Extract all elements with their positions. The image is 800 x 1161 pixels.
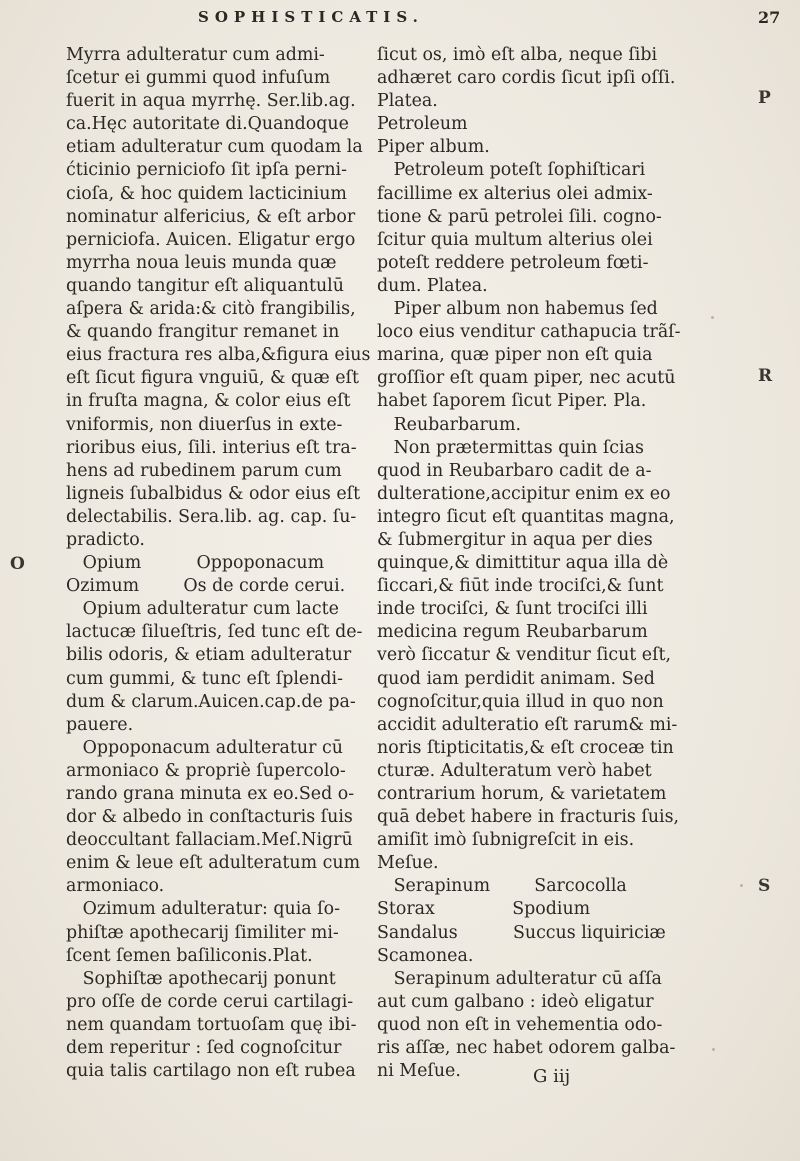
text-line: fuerit in aqua myrrhę. Ser.lib.ag. (66, 91, 356, 112)
text-line: groſſior eſt quam piper, nec acutū (377, 368, 676, 389)
text-line: ligneis ſubalbidus & odor eius eſt (66, 483, 361, 504)
text-line: accidit adulteratio eſt rarum& mi- (377, 714, 678, 735)
text-line: Petroleum poteſt ſophiſticari (377, 160, 646, 181)
text-line: quando tangitur eſt aliquantulū (66, 275, 344, 296)
text-line: perniciofa. Auicen. Eligatur ergo (66, 229, 356, 250)
text-line: noris ſtipticitatis,& eſt croceæ tin (377, 737, 674, 758)
text-line: Piper album. (377, 137, 490, 158)
text-line: ſicut os, imò eſt alba, neque ſibi (377, 45, 658, 65)
page-number: 27 (758, 8, 781, 27)
text-line: eſt ſicut figura vnguiū, & quæ eſt (66, 368, 359, 389)
text-line: Myrra adulteratur cum admi- (66, 45, 325, 65)
text-line: Scamonea. (377, 945, 474, 966)
text-line: cognoſcitur,quia illud in quo non (377, 691, 664, 712)
text-line: bilis odoris, & etiam adulteratur (66, 645, 352, 666)
text-line: in fruſta magna, & color eius eſt (66, 391, 351, 412)
paper-speck (711, 316, 714, 319)
text-line: quod in Reubarbaro cadit de a- (377, 460, 652, 481)
text-line: armoniaco. (66, 876, 165, 897)
text-line: marina, quæ piper non eſt quia (377, 345, 653, 366)
margin-letter-r: R (758, 366, 773, 386)
margin-letter-s: S (758, 876, 771, 896)
text-line: ſiccari,& fiūt inde trociſci,& ſunt (377, 576, 664, 597)
text-line: cum gummi, & tunc eſt ſplendi- (66, 668, 343, 689)
text-line: cioſa, & hoc quidem lacticinium (66, 183, 347, 204)
text-line: loco eius venditur cathapucia trãſ- (377, 322, 681, 343)
text-line: armoniaco & propriè ſupercolo- (66, 760, 346, 781)
text-line: & ſubmergitur in aqua per dies (377, 529, 653, 550)
margin-letter-p: P (758, 88, 771, 108)
text-line: tione & parū petrolei ſili. cogno- (377, 206, 662, 227)
text-line: dulteratione,accipitur enim ex eo (377, 483, 671, 504)
text-line: pro oſſe de corde cerui cartilagi- (66, 991, 354, 1012)
running-title: SOPHISTICATIS. (198, 8, 424, 26)
text-line: Petroleum (377, 114, 468, 135)
text-line: & quando frangitur remanet in (66, 322, 340, 343)
text-line: Platea. (377, 91, 438, 112)
text-line: poteſt reddere petroleum fœti- (377, 252, 649, 273)
text-line: pradicto. (66, 529, 145, 550)
text-line: Non prætermittas quin ſcias (377, 437, 644, 458)
text-line: eius fractura res alba,&figura eius (66, 345, 371, 366)
text-line: aſpera & arida:& citò frangibilis, (66, 299, 356, 320)
text-line: delectabilis. Sera.lib. ag. cap. ſu- (66, 506, 357, 527)
text-line: facillime ex alterius olei admix- (377, 183, 653, 204)
text-line: dum & clarum.Auicen.cap.de pa- (66, 691, 356, 712)
text-line: Storax Spodium (377, 899, 591, 920)
paper-speck (740, 884, 743, 887)
text-line: dum. Platea. (377, 275, 488, 296)
text-line: aut cum galbano : ideò eligatur (377, 991, 654, 1012)
text-line: nem quandam tortuoſam quę ibi- (66, 1014, 357, 1035)
text-line: Sophiſtæ apothecarij ponunt (66, 968, 336, 989)
text-line: quod iam perdidit animam. Sed (377, 668, 655, 689)
text-line: ſcitur quia multum alterius olei (377, 229, 653, 250)
text-line: Oppoponacum adulteratur cū (66, 737, 343, 758)
text-line: vniformis, non diuerſus in exte- (66, 414, 343, 435)
text-line: contrarium horum, & varietatem (377, 784, 667, 804)
text-line: medicina regum Reubarbarum (377, 622, 648, 643)
text-line: quinque,& dimittitur aqua illa dè (377, 553, 669, 574)
text-line: amiſit imò ſubnigreſcit in eis. (377, 830, 635, 851)
right-text-column (377, 44, 681, 1083)
text-line: etiam adulteratur cum quodam la (66, 137, 363, 158)
text-line: Serapinum Sarcocolla (377, 876, 627, 897)
text-line: Piper album non habemus ſed (377, 299, 658, 320)
paper-speck (712, 1048, 715, 1051)
text-line: ca.Hęc autoritate di.Quandoque (66, 114, 349, 135)
text-line: rando grana minuta ex eo.Sed o- (66, 784, 355, 804)
text-line: deoccultant fallaciam.Meſ.Nigrū (66, 830, 353, 851)
text-line: pauere. (66, 714, 134, 735)
text-line: ćticinio perniciofo ſit ipſa perni- (66, 160, 347, 181)
margin-letter-o: O (10, 554, 25, 574)
text-line: dor & albedo in conſtacturis ſuis (66, 807, 353, 828)
text-line: quā debet habere in fracturis ſuis, (377, 807, 680, 828)
text-line: quod non eſt in vehementia odo- (377, 1014, 663, 1035)
text-line: ris aſſæ, nec habet odorem galba- (377, 1038, 676, 1059)
text-line: quia talis cartilago non eſt rubea (66, 1061, 356, 1082)
text-line: adhæret caro cordis ſicut ipſi oſſi. (377, 68, 676, 89)
signature-mark: G iij (533, 1066, 571, 1087)
text-line: inde trociſci, & ſunt trociſci illi (377, 599, 648, 620)
text-line: myrrha noua leuis munda quæ (66, 252, 337, 273)
text-line: Reubarbarum. (377, 414, 522, 435)
text-line: rioribus eius, ſili. interius eſt tra- (66, 437, 357, 458)
text-line: nominatur alfericius, & eſt arbor (66, 206, 356, 227)
text-line: habet ſaporem ſicut Piper. Pla. (377, 391, 647, 412)
text-line: Serapinum adulteratur cū aſſa (377, 968, 662, 989)
text-line: enim & leue eſt adulteratum cum (66, 853, 361, 874)
text-line: Opium adulteratur cum lacte (66, 599, 339, 620)
text-line: ſcetur ei gummi quod infuſum (66, 68, 331, 89)
text-line: Opium Oppoponacum (66, 553, 325, 574)
text-line: hens ad rubedinem parum cum (66, 460, 342, 481)
text-line: Meſue. (377, 853, 439, 874)
text-line: verò ſiccatur & venditur ſicut eſt, (377, 645, 672, 666)
text-line: dem reperitur : ſed cognoſcitur (66, 1038, 342, 1059)
text-line: Ozimum Os de corde cerui. (66, 576, 346, 597)
text-line: lactucæ ſilueſtris, ſed tunc eſt de- (66, 622, 363, 643)
text-line: ſcent ſemen baſiliconis.Plat. (66, 945, 313, 966)
text-line: Ozimum adulteratur: quia ſo- (66, 899, 340, 920)
text-line: Sandalus Succus liquiriciæ (377, 922, 666, 943)
page-header (0, 6, 800, 32)
text-line: ni Meſue. (377, 1061, 461, 1082)
text-line: phiſtæ apothecarij ſimiliter mi- (66, 922, 339, 943)
text-line: cturæ. Adulteratum verò habet (377, 760, 652, 781)
left-text-column (66, 44, 371, 1083)
text-line: integro ſicut eſt quantitas magna, (377, 506, 675, 527)
